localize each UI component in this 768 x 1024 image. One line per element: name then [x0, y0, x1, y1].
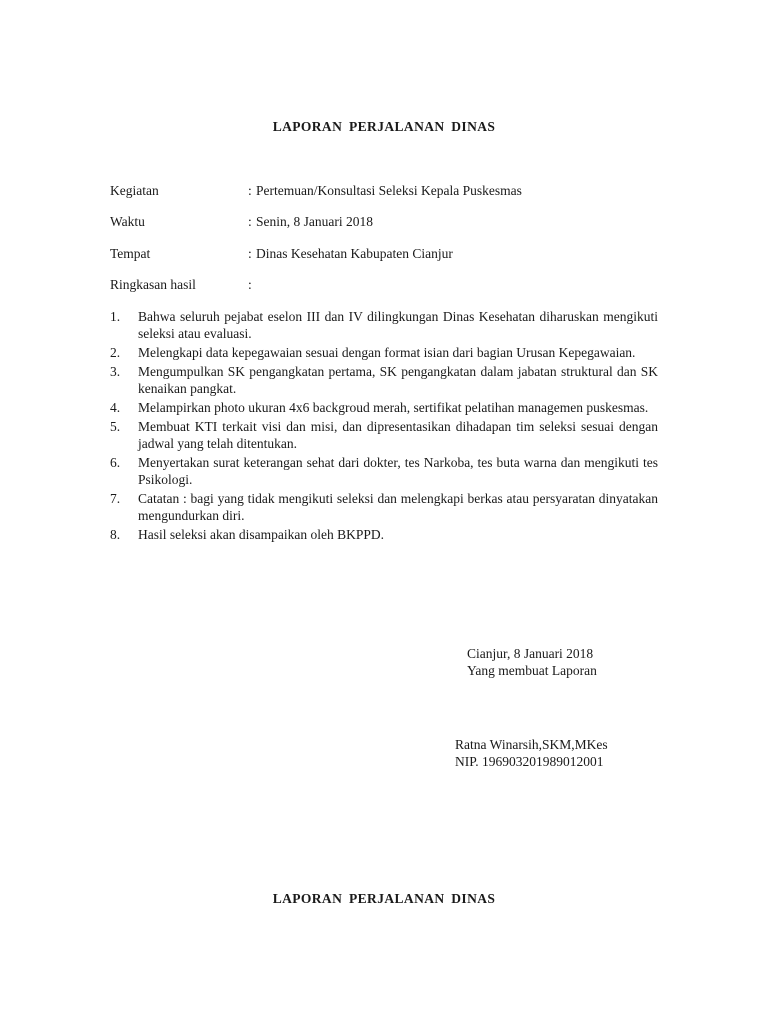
- list-item-text: Bahwa seluruh pejabat eselon III dan IV dilingkungan Dinas Kesehatan diharuskan mengikuti seleksi atau evaluasi.: [138, 309, 658, 341]
- field-label: Tempat: [110, 246, 151, 261]
- list-item-number: 6.: [110, 455, 121, 470]
- list-item: [110, 418, 658, 452]
- list-item: [110, 399, 658, 416]
- list-item-text: Menyertakan surat keterangan sehat dari dokter, tes Narkoba, tes buta warna dan mengikuti tes Psikologi.: [138, 455, 658, 487]
- field-separator: :: [248, 246, 252, 261]
- field-separator: :: [248, 277, 252, 292]
- signature-role: Yang membuat Laporan: [467, 663, 597, 678]
- field-separator: :: [248, 183, 252, 198]
- list-item: [110, 363, 658, 397]
- list-item-text: Hasil seleksi akan disampaikan oleh BKPPD.: [138, 527, 384, 542]
- list-item-number: 7.: [110, 491, 121, 506]
- list-item: [110, 454, 658, 488]
- field-label: Waktu: [110, 214, 145, 229]
- signature-nip: NIP. 196903201989012001: [455, 754, 604, 769]
- list-item: [110, 344, 658, 361]
- field-label: Kegiatan: [110, 183, 159, 198]
- signature-place-date: Cianjur, 8 Januari 2018: [467, 646, 594, 661]
- list-item-text: Catatan : bagi yang tidak mengikuti seleksi dan melengkapi berkas atau persyaratan dinyatakan mengundurkan diri.: [138, 491, 658, 523]
- report-title: LAPORAN PERJALANAN DINAS: [272, 119, 496, 134]
- list-item-number: 4.: [110, 400, 121, 415]
- list-item-number: 2.: [110, 345, 121, 360]
- list-item: [110, 490, 658, 524]
- list-item-text: Membuat KTI terkait visi dan misi, dan dipresentasikan dihadapan tim seleksi sesuai dengan jadwal yang telah ditentukan.: [138, 419, 658, 451]
- list-item-number: 1.: [110, 309, 121, 324]
- list-item-text: Mengumpulkan SK pengangkatan pertama, SK pengangkatan dalam jabatan struktural dan SK kenaikan pangkat.: [138, 364, 658, 396]
- list-item-number: 8.: [110, 527, 121, 542]
- list-item-number: 5.: [110, 419, 121, 434]
- summary-list: [110, 308, 658, 545]
- field-value: Senin, 8 Januari 2018: [256, 214, 373, 229]
- list-item-text: Melampirkan photo ukuran 4x6 backgroud merah, sertifikat pelatihan managemen puskesmas.: [138, 400, 649, 415]
- signature-name: Ratna Winarsih,SKM,MKes: [455, 737, 608, 752]
- list-item: [110, 526, 658, 543]
- list-item-number: 3.: [110, 364, 121, 379]
- field-value: Pertemuan/Konsultasi Seleksi Kepala Puskesmas: [256, 183, 522, 198]
- list-item: [110, 308, 658, 342]
- field-label: Ringkasan hasil: [110, 277, 196, 292]
- list-item-text: Melengkapi data kepegawaian sesuai dengan format isian dari bagian Urusan Kepegawaian.: [138, 345, 636, 360]
- field-value: Dinas Kesehatan Kabupaten Cianjur: [256, 246, 453, 261]
- report-title-next-page: LAPORAN PERJALANAN DINAS: [272, 891, 496, 906]
- field-separator: :: [248, 214, 252, 229]
